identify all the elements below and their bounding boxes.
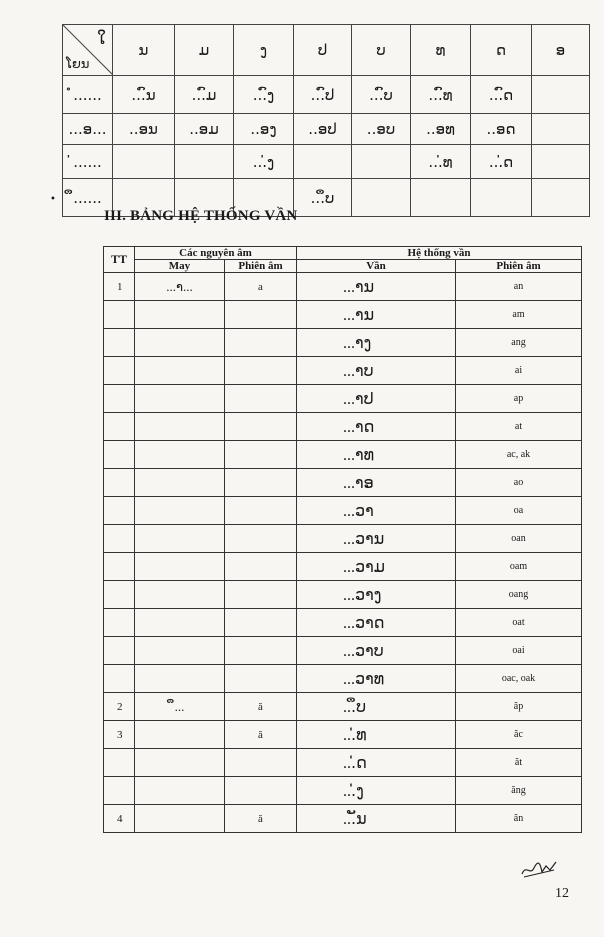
table-cell: ...່ງ (234, 145, 294, 179)
table-cell: ...່ດ (471, 145, 532, 179)
table-row (104, 581, 582, 609)
cell-may (135, 637, 225, 665)
cell-van: ...ັນ (297, 805, 456, 833)
cell-van: ...າປ (297, 385, 456, 413)
table-cell: ...ຶບ (294, 179, 352, 217)
cell-may (135, 777, 225, 805)
cell-pv: ăp (456, 693, 582, 721)
van-header: Vần (297, 260, 456, 273)
table-cell (532, 145, 590, 179)
cell-pv: ac, ak (456, 441, 582, 469)
cell-pa (225, 525, 297, 553)
cell-may (135, 581, 225, 609)
cell-van: ...ວານ (297, 525, 456, 553)
table-row (104, 777, 582, 805)
cell-van: ...ວາ (297, 497, 456, 525)
cell-pa (225, 665, 297, 693)
table-cell: ..ອດ (471, 114, 532, 145)
table-body (104, 273, 582, 833)
nguyen-am-header: Các nguyên âm (135, 247, 297, 260)
cell-may (135, 721, 225, 749)
cell-van: ...່ງ (297, 777, 456, 805)
signature (520, 858, 558, 880)
table-row (104, 469, 582, 497)
table-cell (352, 179, 411, 217)
cell-pv: an (456, 273, 582, 301)
phien-am-van-header: Phiên âm (456, 260, 582, 273)
cell-tt: 1 (104, 273, 135, 301)
cell-may (135, 357, 225, 385)
table-row (104, 441, 582, 469)
cell-pa (225, 777, 297, 805)
table-cell: ...່ທ (411, 145, 471, 179)
cell-pa: ă (225, 805, 297, 833)
cell-van: ...ວາງ (297, 581, 456, 609)
table-row (104, 637, 582, 665)
cell-van: ...ວາທ (297, 665, 456, 693)
corner-bottom-label: ໂຍນ (66, 57, 90, 72)
table-row (104, 693, 582, 721)
table-row (104, 357, 582, 385)
cell-tt (104, 469, 135, 497)
table-cell: ...ົປ (294, 76, 352, 114)
cell-may (135, 749, 225, 777)
cell-pa (225, 441, 297, 469)
header-cell: ປ (294, 25, 352, 76)
cell-pv: ang (456, 329, 582, 357)
table-cell (113, 145, 175, 179)
cell-pa: ă (225, 693, 297, 721)
cell-may (135, 413, 225, 441)
header-cell: ດ (471, 25, 532, 76)
bullet-dot: • (50, 194, 56, 205)
table-cell: ...ົງ (234, 76, 294, 114)
table-row (104, 329, 582, 357)
cell-pv: am (456, 301, 582, 329)
table-row (104, 385, 582, 413)
cell-van: ...າດ (297, 413, 456, 441)
cell-may (135, 609, 225, 637)
he-thong-van-header: Hệ thống vần (297, 247, 582, 260)
table-row (104, 497, 582, 525)
cell-tt: 3 (104, 721, 135, 749)
table-cell: ..ອທ (411, 114, 471, 145)
cell-may (135, 385, 225, 413)
cell-pv: oat (456, 609, 582, 637)
cell-pv: oac, oak (456, 665, 582, 693)
table-row (104, 413, 582, 441)
table-cell (532, 114, 590, 145)
cell-pa (225, 553, 297, 581)
cell-pv: oam (456, 553, 582, 581)
table-cell: ...ົທ (411, 76, 471, 114)
cell-may (135, 665, 225, 693)
cell-tt (104, 637, 135, 665)
table-cell: ...ົນ (113, 76, 175, 114)
cell-van: ...າທ (297, 441, 456, 469)
cell-tt (104, 609, 135, 637)
cell-pa (225, 301, 297, 329)
cell-pa (225, 469, 297, 497)
cell-tt: 2 (104, 693, 135, 721)
phien-am-header: Phiên âm (225, 260, 297, 273)
cell-pa (225, 497, 297, 525)
top-vowel-table (62, 24, 590, 217)
table-cell: ...ົດ (471, 76, 532, 114)
cell-pa (225, 749, 297, 777)
table-cell: ...ົບ (352, 76, 411, 114)
rhyme-system-table (103, 246, 582, 833)
may-header: May (135, 260, 225, 273)
cell-tt (104, 777, 135, 805)
cell-van: ...ານ (297, 273, 456, 301)
cell-may (135, 301, 225, 329)
cell-may: ຶ... (135, 693, 225, 721)
table-cell: ..ອປ (294, 114, 352, 145)
cell-pv: at (456, 413, 582, 441)
cell-van: ...່ດ (297, 749, 456, 777)
section-title: III. BẢNG HỆ THỐNG VẦN (104, 208, 298, 224)
table-cell (352, 145, 411, 179)
row-label: ...ອ... (63, 114, 113, 145)
top-table-header-row (63, 25, 590, 76)
cell-tt (104, 581, 135, 609)
cell-tt (104, 329, 135, 357)
top-table-row (63, 76, 590, 114)
cell-van: ...າບ (297, 357, 456, 385)
corner-top-label: ໃ (97, 29, 106, 48)
cell-pa (225, 413, 297, 441)
table-cell: ...ົມ (175, 76, 234, 114)
cell-van: ...າງ (297, 329, 456, 357)
table-cell: ..ອງ (234, 114, 294, 145)
table-cell (175, 145, 234, 179)
cell-may (135, 469, 225, 497)
cell-tt (104, 441, 135, 469)
cell-pv: ap (456, 385, 582, 413)
cell-tt (104, 413, 135, 441)
table-cell (411, 179, 471, 217)
table-cell (471, 179, 532, 217)
table-cell: ..ອບ (352, 114, 411, 145)
cell-pa (225, 581, 297, 609)
cell-van: ...ວາມ (297, 553, 456, 581)
header-row-sub (104, 260, 582, 273)
cell-pv: ai (456, 357, 582, 385)
cell-tt (104, 665, 135, 693)
cell-may (135, 525, 225, 553)
table-cell: ..ອມ (175, 114, 234, 145)
row-label: ຶ...... (63, 179, 113, 217)
cell-may (135, 805, 225, 833)
cell-van: ...ວາດ (297, 609, 456, 637)
cell-pv: oa (456, 497, 582, 525)
cell-tt: 4 (104, 805, 135, 833)
table-row (104, 273, 582, 301)
cell-may (135, 441, 225, 469)
header-cell: ບ (352, 25, 411, 76)
cell-tt (104, 749, 135, 777)
top-table-row (63, 114, 590, 145)
diagonal-corner-cell (63, 25, 113, 76)
row-label: ່...... (63, 145, 113, 179)
cell-tt (104, 385, 135, 413)
table-row (104, 525, 582, 553)
table-row (104, 301, 582, 329)
cell-tt (104, 525, 135, 553)
cell-pa (225, 609, 297, 637)
table-cell (532, 76, 590, 114)
cell-pa (225, 385, 297, 413)
cell-pv: ăc (456, 721, 582, 749)
table-row (104, 609, 582, 637)
top-table-row (63, 145, 590, 179)
cell-pv: ăn (456, 805, 582, 833)
cell-may (135, 497, 225, 525)
cell-may: ...າ... (135, 273, 225, 301)
header-cell: ອ (532, 25, 590, 76)
cell-pa (225, 329, 297, 357)
tt-header: TT (104, 247, 135, 273)
cell-pa (225, 357, 297, 385)
cell-van: ...່ທ (297, 721, 456, 749)
cell-van: ...ຶບ (297, 693, 456, 721)
table-row (104, 665, 582, 693)
header-cell: ມ (175, 25, 234, 76)
table-cell: ..ອນ (113, 114, 175, 145)
cell-pv: oai (456, 637, 582, 665)
cell-pv: oang (456, 581, 582, 609)
table-row (104, 805, 582, 833)
cell-pv: ao (456, 469, 582, 497)
cell-van: ...ວາບ (297, 637, 456, 665)
row-label: ໍ...... (63, 76, 113, 114)
table-row (104, 721, 582, 749)
cell-may (135, 329, 225, 357)
header-row-top (104, 247, 582, 260)
cell-pa: ă (225, 721, 297, 749)
header-cell: ທ (411, 25, 471, 76)
table-row (104, 749, 582, 777)
cell-pv: oan (456, 525, 582, 553)
header-cell: ງ (234, 25, 294, 76)
cell-may (135, 553, 225, 581)
cell-tt (104, 301, 135, 329)
cell-pa (225, 637, 297, 665)
table-cell (294, 145, 352, 179)
table-row (104, 553, 582, 581)
page-number: 12 (555, 886, 569, 901)
cell-pv: ăng (456, 777, 582, 805)
cell-tt (104, 357, 135, 385)
cell-van: ...ານ (297, 301, 456, 329)
cell-tt (104, 497, 135, 525)
cell-tt (104, 553, 135, 581)
cell-pv: ăt (456, 749, 582, 777)
table-cell (532, 179, 590, 217)
cell-van: ...າອ (297, 469, 456, 497)
header-cell: ນ (113, 25, 175, 76)
cell-pa: a (225, 273, 297, 301)
